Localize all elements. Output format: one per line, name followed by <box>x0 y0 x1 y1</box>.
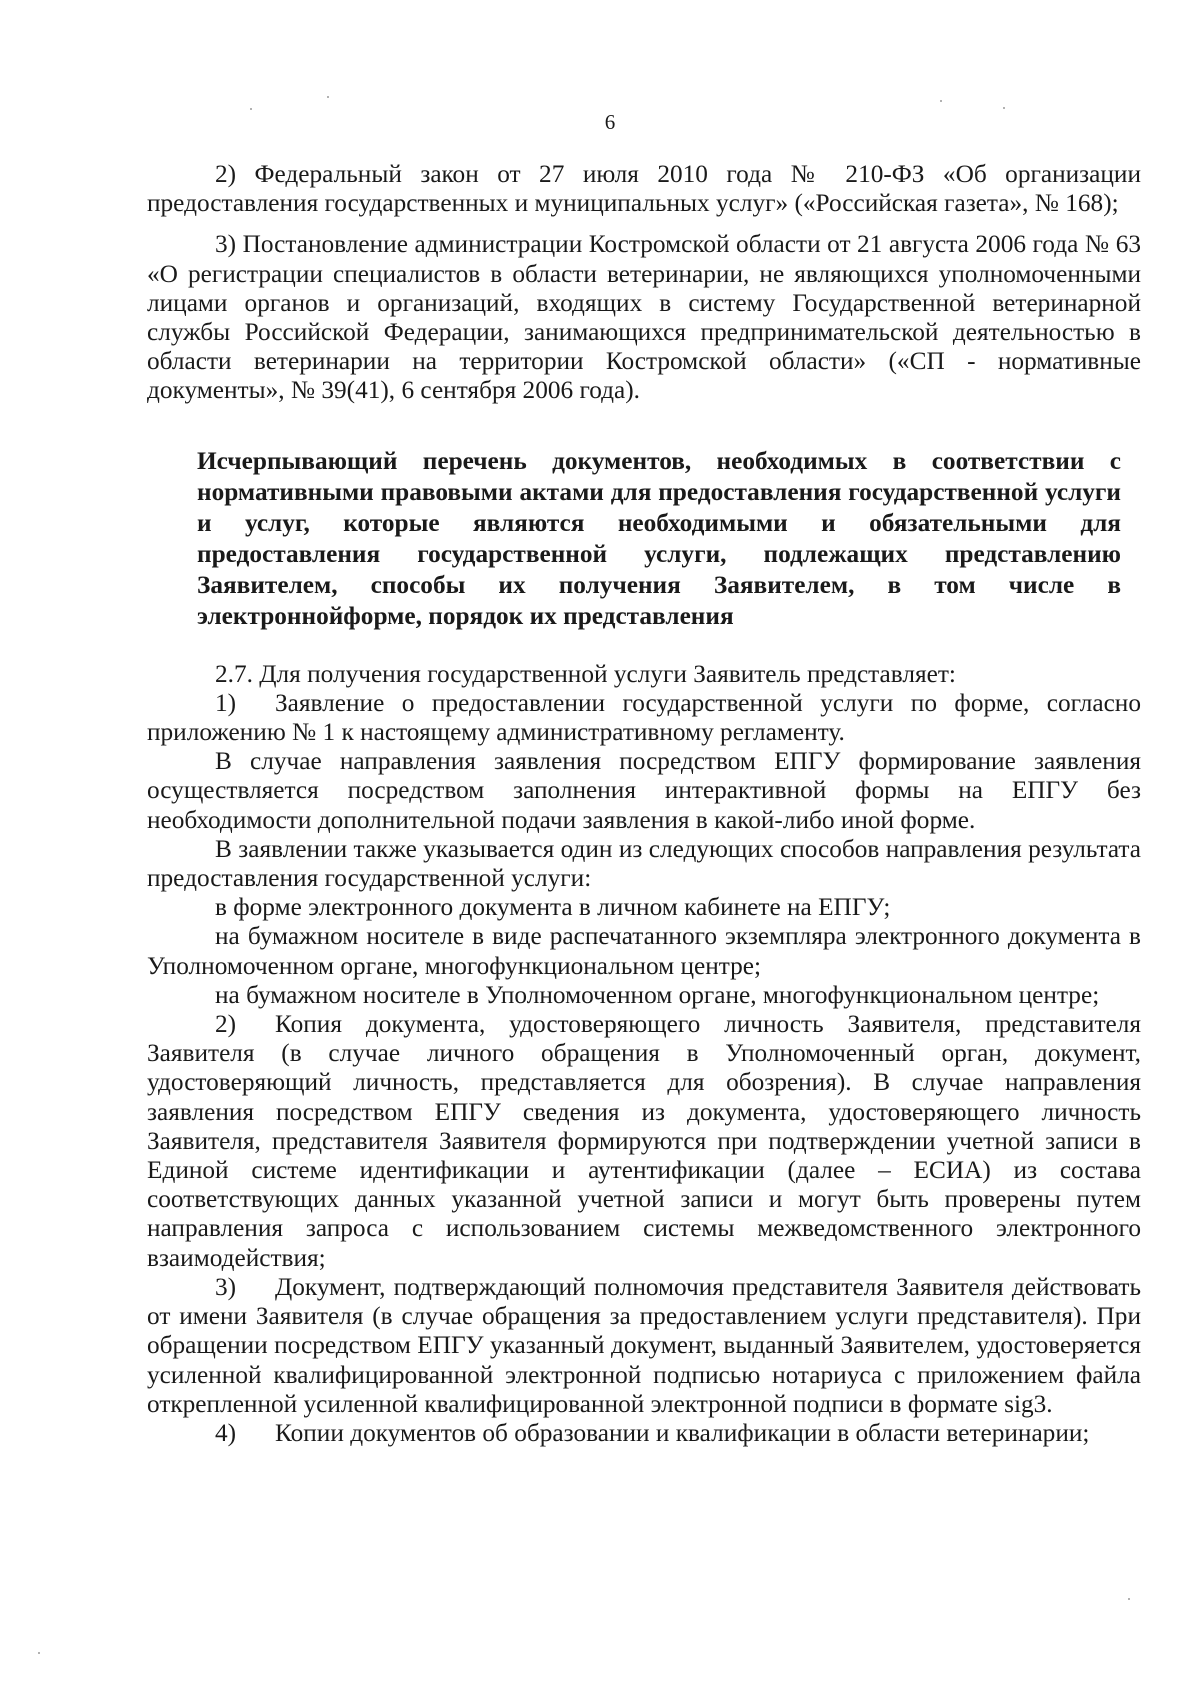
list-item-1 <box>147 689 1141 747</box>
document-body <box>147 160 1141 1448</box>
paragraph-option-printed: на бумажном носителе в виде распечатанного экземпляра электронного документа в Уполномоченном органе, многофункциональном центре; <box>147 922 1141 980</box>
list-item-3 <box>147 1273 1141 1419</box>
list-number-4: 4) <box>215 1418 237 1447</box>
paragraph-federal-law: 2) Федеральный закон от 27 июля 2010 года № 210-ФЗ «Об организации предоставления государственных и муниципальных услуг» («Российская газета», № 168); <box>147 160 1141 218</box>
scan-speck <box>1128 1598 1130 1600</box>
list-number-1: 1) <box>215 688 237 717</box>
paragraph-option-electronic: в форме электронного документа в личном кабинете на ЕПГУ; <box>215 893 891 922</box>
paragraph-option-paper: на бумажном носителе в Уполномоченном органе, многофункциональном центре; <box>215 980 1100 1009</box>
list-item-4 <box>147 1419 1141 1448</box>
list-text-2: Копия документа, удостоверяющего личность Заявителя, представителя Заявителя (в случае личного обращения в Уполномоченный орган, документ, удостоверяющий личность, представляется для обозрения). В случае направления заявления посредством ЕПГУ сведения из документа, удостоверяющего личность Заявителя, представителя Заявителя формируются при подтверждении учетной записи в Единой системе идентификации и аутентификации (далее – ЕСИА) из состава соответствующих данных указанной учетной записи и могут быть проверены путем направления запроса с использованием системы межведомственного электронного взаимодействия; <box>147 1010 1141 1272</box>
list-text-4: Копии документов об образовании и квалификации в области ветеринарии; <box>275 1418 1090 1447</box>
list-number-2: 2) <box>215 1010 237 1039</box>
paragraph-intro: 2.7. Для получения государственной услуги Заявитель представляет: <box>215 659 956 688</box>
list-text-1: Заявление о предоставлении государственной услуги по форме, согласно приложению № 1 к настоящему административному регламенту. <box>147 688 1141 747</box>
list-text-3: Документ, подтверждающий полномочия представителя Заявителя действовать от имени Заявителя (в случае обращения за предоставлением услуги представителя). При обращении посредством ЕПГУ указанный документ, выданный Заявителем, удостоверяется усиленной квалифицированной электронной подписью нотариуса с приложением файла открепленной усиленной квалифицированной электронной подписи в формате sig3. <box>147 1272 1141 1418</box>
paragraph-delivery-method: В заявлении также указывается один из следующих способов направления результата предоставления государственной услуги: <box>147 834 1141 893</box>
paragraph-epgu: В случае направления заявления посредством ЕПГУ формирование заявления осуществляется посредством заполнения интерактивной формы на ЕПГУ без необходимости дополнительной подачи заявления в какой-либо иной форме. <box>147 747 1141 834</box>
section-heading: Исчерпывающий перечень документов, необходимых в соответствии с нормативными правовыми актами для предоставления государственной услуги и услуг, которые являются необходимыми и обязательными для предоставления государственной услуги, подлежащих представлению Заявителем, способы их получения Заявителем, в том числе в электроннойформе, порядок их представления <box>197 446 1121 630</box>
scan-speck <box>1003 107 1005 109</box>
page-number: 6 <box>604 110 616 134</box>
scan-speck <box>327 96 329 98</box>
list-item-2 <box>147 1010 1141 1273</box>
scan-speck <box>250 108 252 110</box>
paragraph-regional-decree: 3) Постановление администрации Костромской области от 21 августа 2006 года № 63 «О регистрации специалистов в области ветеринарии, не являющихся уполномоченными лицами органов и организаций, входящих в систему Государственной ветеринарной службы Российской Федерации, занимающихся предпринимательской деятельностью в области ветеринарии на территории Костромской области» («СП - нормативные документы», № 39(41), 6 сентября 2006 года). <box>147 230 1141 405</box>
scan-speck <box>38 1652 40 1654</box>
scan-speck <box>940 100 942 102</box>
list-number-3: 3) <box>215 1272 237 1301</box>
